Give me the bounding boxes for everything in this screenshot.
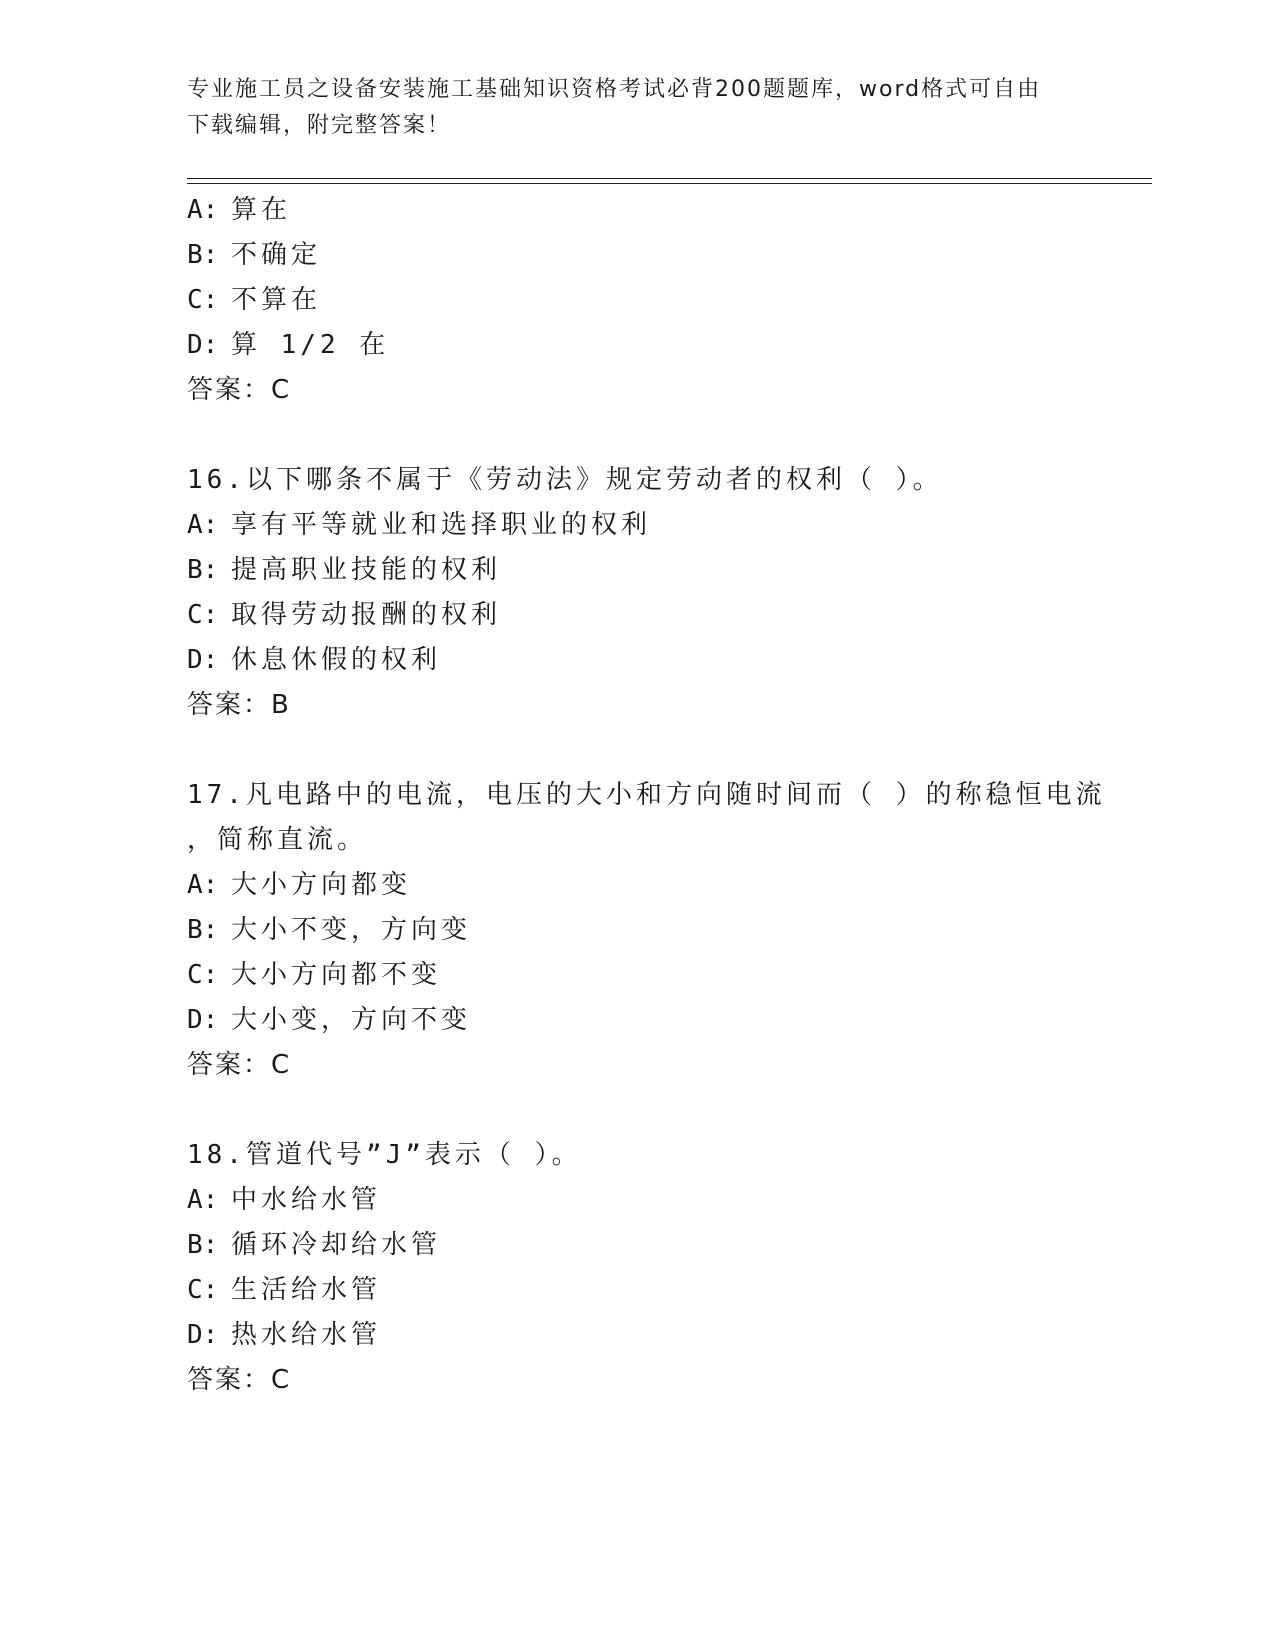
header-divider-bottom <box>187 183 1152 184</box>
option-c: C: 不算在 <box>187 285 322 315</box>
answer: 答案：C <box>187 1050 292 1080</box>
option-b: B: 不确定 <box>187 240 322 270</box>
answer: 答案：B <box>187 690 291 720</box>
document-header <box>187 72 1087 144</box>
option-d: D: 算 1/2 在 <box>187 330 390 360</box>
header-line-2: 下载编辑，附完整答案！ <box>187 113 452 138</box>
option-a: A: 中水给水管 <box>187 1185 382 1215</box>
option-d: D: 休息休假的权利 <box>187 645 442 675</box>
option-a: A: 享有平等就业和选择职业的权利 <box>187 510 652 540</box>
option-d: D: 热水给水管 <box>187 1320 382 1350</box>
option-b: B: 大小不变，方向变 <box>187 915 472 945</box>
header-divider-top <box>187 178 1152 179</box>
answer: 答案：C <box>187 1365 292 1395</box>
question-18-stem: 18.管道代号”J”表示（ ）。 <box>187 1140 582 1170</box>
header-line-1: 专业施工员之设备安装施工基础知识资格考试必背200题题库，word格式可自由 <box>187 77 1042 102</box>
question-17-stem: 17.凡电路中的电流，电压的大小和方向随时间而（ ）的称稳恒电流 <box>187 780 1106 810</box>
answer: 答案：C <box>187 375 292 405</box>
option-b: B: 循环冷却给水管 <box>187 1230 442 1260</box>
option-a: A: 大小方向都变 <box>187 870 412 900</box>
option-c: C: 大小方向都不变 <box>187 960 442 990</box>
option-a: A: 算在 <box>187 195 292 225</box>
option-b: B: 提高职业技能的权利 <box>187 555 502 585</box>
question-17-stem-continued: ，简称直流。 <box>187 825 368 855</box>
option-d: D: 大小变，方向不变 <box>187 1005 472 1035</box>
question-16-stem: 16.以下哪条不属于《劳动法》规定劳动者的权利（ ）。 <box>187 465 943 495</box>
option-c: C: 生活给水管 <box>187 1275 382 1305</box>
option-c: C: 取得劳动报酬的权利 <box>187 600 502 630</box>
